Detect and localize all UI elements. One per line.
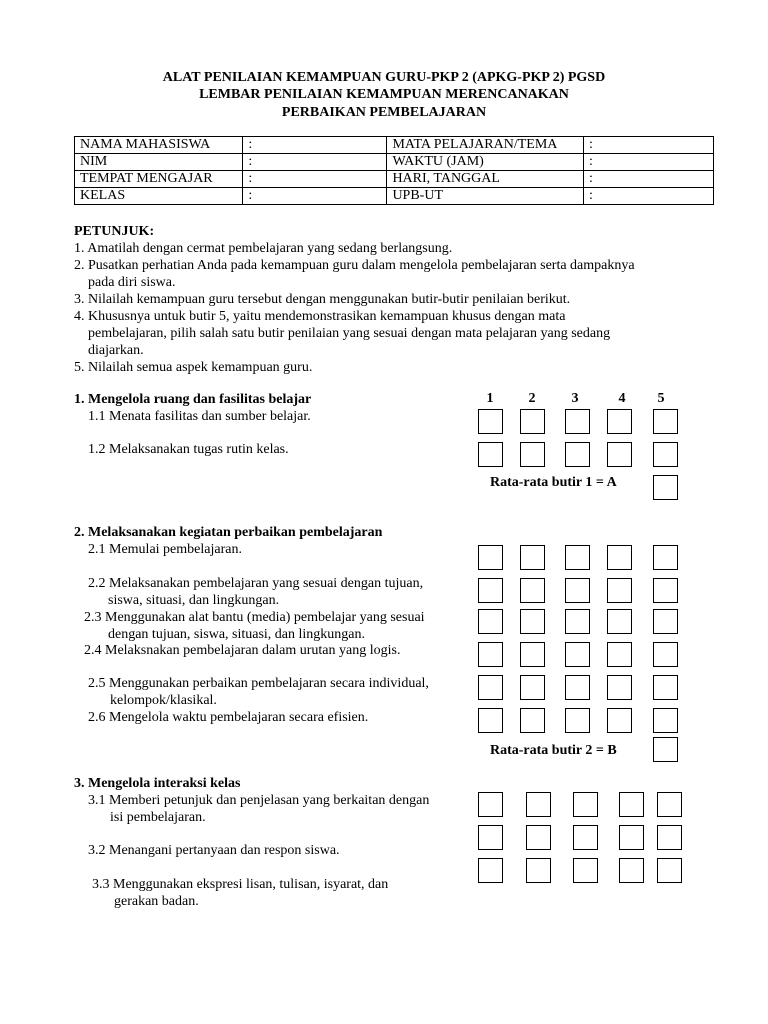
score-box[interactable] xyxy=(653,442,678,467)
score-box[interactable] xyxy=(607,409,632,434)
score-box[interactable] xyxy=(478,825,503,850)
petunjuk-line: pada diri siswa. xyxy=(88,275,176,290)
item-text: siswa, situasi, dan lingkungan. xyxy=(108,593,280,608)
item-text: isi pembelajaran. xyxy=(110,810,206,825)
item-text: 1.1 Menata fasilitas dan sumber belajar. xyxy=(88,409,311,424)
section2-title: 2. Melaksanakan kegiatan perbaikan pembelajaran xyxy=(74,525,383,540)
item-text: kelompok/klasikal. xyxy=(110,693,217,708)
score-box[interactable] xyxy=(478,609,503,634)
table-cell[interactable]: : xyxy=(243,137,387,154)
item-text: 1.2 Melaksanakan tugas rutin kelas. xyxy=(88,442,289,457)
scale-label: 2 xyxy=(528,391,536,406)
score-box[interactable] xyxy=(573,792,598,817)
table-row xyxy=(75,154,714,171)
table-cell: NIM xyxy=(75,154,243,171)
score-box[interactable] xyxy=(478,578,503,603)
table-cell[interactable]: : xyxy=(243,154,387,171)
petunjuk-line: 4. Khususnya untuk butir 5, yaitu mendemonstrasikan kemampuan khusus dengan mata xyxy=(74,309,566,324)
item-text: 2.1 Memulai pembelajaran. xyxy=(88,542,242,557)
score-box[interactable] xyxy=(520,675,545,700)
item-text: 3.2 Menangani pertanyaan dan respon siswa. xyxy=(88,843,340,858)
score-box[interactable] xyxy=(607,545,632,570)
score-box[interactable] xyxy=(573,858,598,883)
score-box[interactable] xyxy=(653,609,678,634)
score-box[interactable] xyxy=(619,858,644,883)
score-box[interactable] xyxy=(653,675,678,700)
score-box[interactable] xyxy=(526,825,551,850)
item-text: 2.3 Menggunakan alat bantu (media) pembelajar yang sesuai xyxy=(84,610,425,625)
table-cell[interactable]: : xyxy=(583,137,713,154)
section1-title: 1. Mengelola ruang dan fasilitas belajar xyxy=(74,392,312,407)
score-box[interactable] xyxy=(526,792,551,817)
score-box[interactable] xyxy=(520,578,545,603)
item-text: 2.2 Melaksanakan pembelajaran yang sesuai dengan tujuan, xyxy=(88,576,424,591)
score-box[interactable] xyxy=(520,545,545,570)
table-cell[interactable]: : xyxy=(243,188,387,205)
item-text: 2.4 Melaksnakan pembelajaran dalam urutan yang logis. xyxy=(84,643,401,658)
scale-label: 1 xyxy=(486,391,494,406)
average-box[interactable] xyxy=(653,737,678,762)
score-box[interactable] xyxy=(657,858,682,883)
score-box[interactable] xyxy=(478,792,503,817)
table-cell: TEMPAT MENGAJAR xyxy=(75,171,243,188)
score-box[interactable] xyxy=(653,578,678,603)
score-box[interactable] xyxy=(565,609,590,634)
identity-table xyxy=(74,136,714,205)
table-cell: HARI, TANGGAL xyxy=(387,171,584,188)
score-box[interactable] xyxy=(520,609,545,634)
score-box[interactable] xyxy=(653,642,678,667)
form-title: ALAT PENILAIAN KEMAMPUAN GURU-PKP 2 (APKG-PKP 2) PGSD xyxy=(162,70,606,85)
scale-label: 3 xyxy=(571,391,579,406)
score-box[interactable] xyxy=(657,792,682,817)
average-box[interactable] xyxy=(653,475,678,500)
score-box[interactable] xyxy=(478,858,503,883)
average-label: Rata-rata butir 2 = B xyxy=(490,743,617,758)
score-box[interactable] xyxy=(565,642,590,667)
score-box[interactable] xyxy=(607,442,632,467)
score-box[interactable] xyxy=(653,708,678,733)
table-cell: WAKTU (JAM) xyxy=(387,154,584,171)
petunjuk-line: 1. Amatilah dengan cermat pembelajaran yang sedang berlangsung. xyxy=(74,241,453,256)
item-text: 2.6 Mengelola waktu pembelajaran secara efisien. xyxy=(88,710,369,725)
score-box[interactable] xyxy=(478,642,503,667)
score-box[interactable] xyxy=(607,708,632,733)
item-text: dengan tujuan, siswa, situasi, dan lingkungan. xyxy=(108,627,366,642)
form-subtitle-2: PERBAIKAN PEMBELAJARAN xyxy=(281,105,487,120)
petunjuk-line: diajarkan. xyxy=(88,343,144,358)
item-text: 3.1 Memberi petunjuk dan penjelasan yang berkaitan dengan xyxy=(88,793,430,808)
petunjuk-line: pembelajaran, pilih salah satu butir penilaian yang sesuai dengan mata pelajaran yang sedang xyxy=(88,326,611,341)
section3-title: 3. Mengelola interaksi kelas xyxy=(74,776,241,791)
score-box[interactable] xyxy=(607,578,632,603)
score-box[interactable] xyxy=(653,545,678,570)
form-subtitle: LEMBAR PENILAIAN KEMAMPUAN MERENCANAKAN xyxy=(199,87,569,102)
table-cell: NAMA MAHASISWA xyxy=(75,137,243,154)
score-box[interactable] xyxy=(478,545,503,570)
score-box[interactable] xyxy=(657,825,682,850)
score-box[interactable] xyxy=(619,825,644,850)
score-box[interactable] xyxy=(565,442,590,467)
score-box[interactable] xyxy=(565,545,590,570)
table-row xyxy=(75,137,714,154)
item-text: 3.3 Menggunakan ekspresi lisan, tulisan, isyarat, dan xyxy=(92,877,389,892)
table-cell[interactable]: : xyxy=(583,171,713,188)
score-box[interactable] xyxy=(565,409,590,434)
score-box[interactable] xyxy=(565,675,590,700)
petunjuk-title: PETUNJUK: xyxy=(74,224,155,239)
petunjuk-line: 5. Nilailah semua aspek kemampuan guru. xyxy=(74,360,313,375)
table-cell: MATA PELAJARAN/TEMA xyxy=(387,137,584,154)
score-box[interactable] xyxy=(607,642,632,667)
score-box[interactable] xyxy=(478,708,503,733)
table-cell[interactable]: : xyxy=(583,154,713,171)
score-box[interactable] xyxy=(478,675,503,700)
table-row xyxy=(75,188,714,205)
score-box[interactable] xyxy=(565,578,590,603)
score-box[interactable] xyxy=(653,409,678,434)
score-box[interactable] xyxy=(619,792,644,817)
score-box[interactable] xyxy=(478,409,503,434)
average-label: Rata-rata butir 1 = A xyxy=(490,475,617,490)
table-cell: KELAS xyxy=(75,188,243,205)
score-box[interactable] xyxy=(520,708,545,733)
petunjuk-line: 2. Pusatkan perhatian Anda pada kemampuan guru dalam mengelola pembelajaran serta dampaknya xyxy=(74,258,635,273)
scale-label: 4 xyxy=(618,391,626,406)
score-box[interactable] xyxy=(565,708,590,733)
item-text: gerakan badan. xyxy=(114,894,199,909)
score-box[interactable] xyxy=(478,442,503,467)
score-box[interactable] xyxy=(607,675,632,700)
score-box[interactable] xyxy=(526,858,551,883)
score-box[interactable] xyxy=(607,609,632,634)
score-box[interactable] xyxy=(573,825,598,850)
scale-label: 5 xyxy=(657,391,665,406)
score-box[interactable] xyxy=(520,442,545,467)
score-box[interactable] xyxy=(520,409,545,434)
item-text: 2.5 Menggunakan perbaikan pembelajaran secara individual, xyxy=(88,676,429,691)
table-cell: UPB-UT xyxy=(387,188,584,205)
table-cell[interactable]: : xyxy=(583,188,713,205)
table-cell[interactable]: : xyxy=(243,171,387,188)
petunjuk-line: 3. Nilailah kemampuan guru tersebut dengan menggunakan butir-butir penilaian berikut. xyxy=(74,292,571,307)
score-box[interactable] xyxy=(520,642,545,667)
table-row xyxy=(75,171,714,188)
